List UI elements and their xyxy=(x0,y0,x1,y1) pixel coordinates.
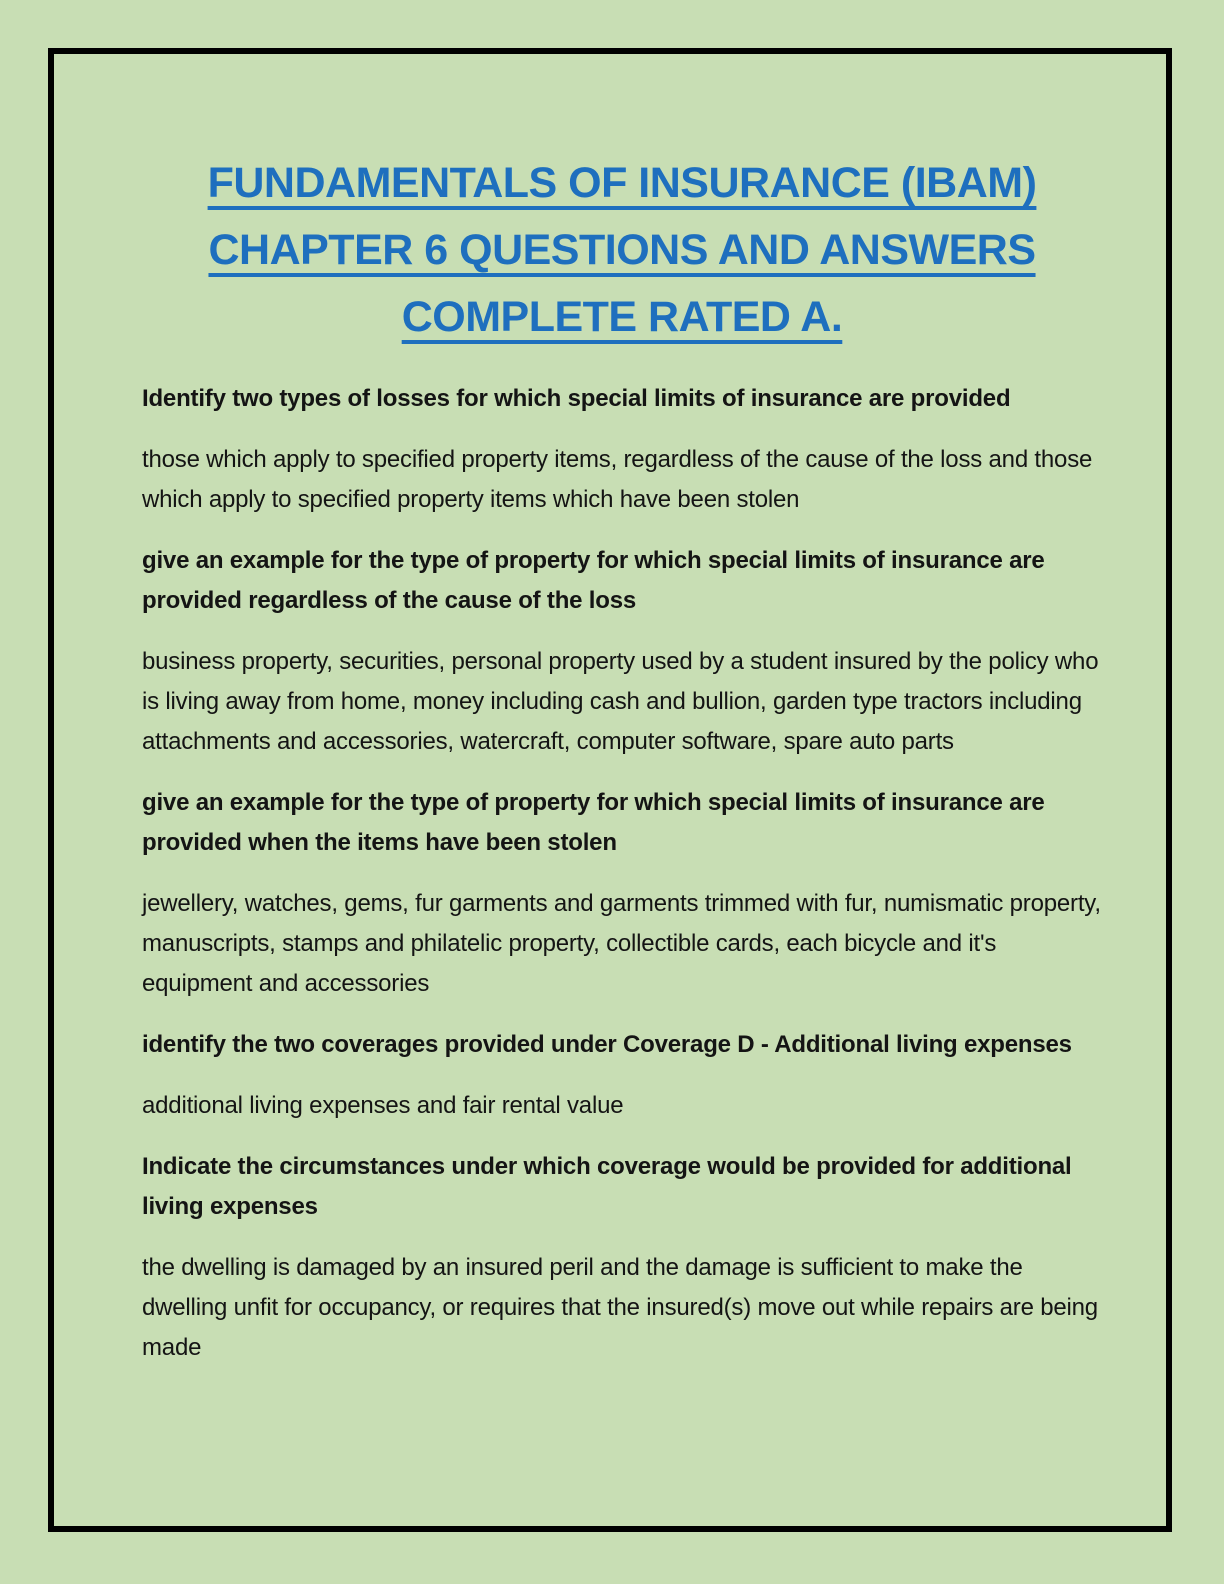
title-row xyxy=(142,150,1102,217)
question-text: Indicate the circumstances under which coverage would be provided for additional living expenses xyxy=(142,1153,1072,1220)
title-line-3: COMPLETE RATED A. xyxy=(401,293,843,341)
answer-text: those which apply to specified property items, regardless of the cause of the loss and those which apply to specified property items which have been stolen xyxy=(142,446,1093,513)
answer-text: jewellery, watches, gems, fur garments and garments trimmed with fur, numismatic property, manuscripts, stamps and philatelic property, collectible cards, each bicycle and it's equipment and accessories xyxy=(142,890,1101,997)
question-text: give an example for the type of property for which special limits of insurance are provided regardless of the cause of the loss xyxy=(142,547,1045,614)
question-text: identify the two coverages provided under Coverage D - Additional living expenses xyxy=(142,1031,1072,1058)
answer-text: the dwelling is damaged by an insured peril and the damage is sufficient to make the dwelling unfit for occupancy, or requires that the insured(s) move out while repairs are being made xyxy=(142,1254,1098,1361)
title-row xyxy=(142,284,1102,351)
title-line-2: CHAPTER 6 QUESTIONS AND ANSWERS xyxy=(208,226,1036,274)
question-text: give an example for the type of property for which special limits of insurance are provided when the items have been stolen xyxy=(142,789,1045,856)
document-page xyxy=(54,54,1166,1526)
answer-text: business property, securities, personal property used by a student insured by the policy who is living away from home, money including cash and bullion, garden type tractors including attachments and accessories, watercraft, computer software, spare auto parts xyxy=(142,648,1099,755)
title-row xyxy=(142,217,1102,284)
answer-text: additional living expenses and fair rental value xyxy=(142,1092,624,1119)
question-text: Identify two types of losses for which special limits of insurance are provided xyxy=(142,385,1011,412)
title-line-1: FUNDAMENTALS OF INSURANCE (IBAM) xyxy=(207,159,1037,207)
qa-list xyxy=(142,379,1102,1368)
document-title xyxy=(142,150,1102,351)
